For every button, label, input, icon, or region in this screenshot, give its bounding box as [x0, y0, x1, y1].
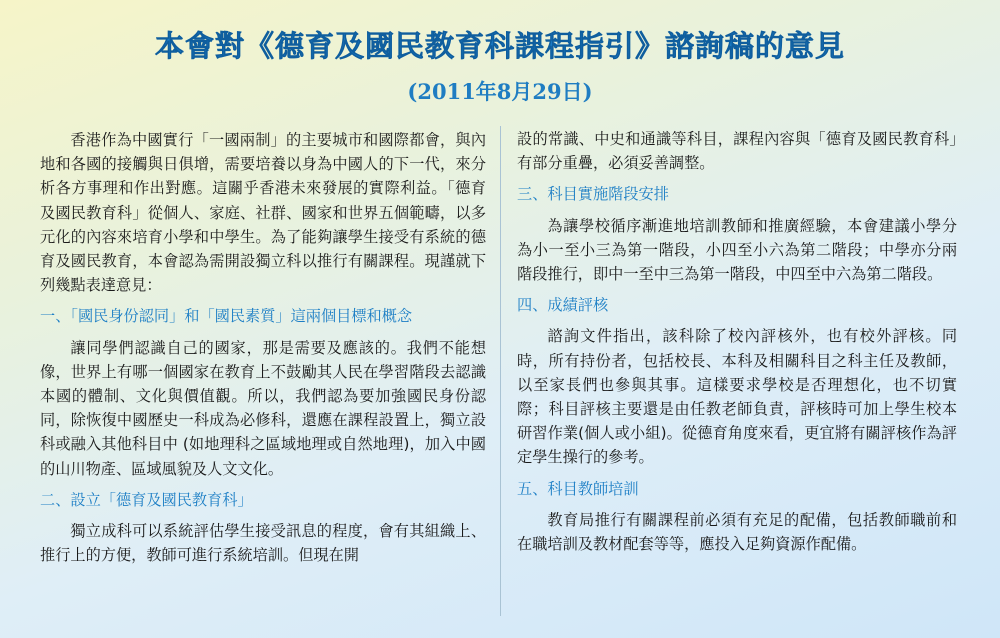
section-5-paragraph: 教育局推行有關課程前必須有充足的配備，包括教師職前和在職培訓及教材配套等等，應投入足夠資源作配備。 [517, 510, 957, 554]
section-heading-5: 五、科目教師培訓 [517, 479, 639, 498]
right-column [517, 127, 957, 556]
section-heading-2: 二、設立「德育及國民教育科」 [40, 490, 253, 509]
section-1-paragraph: 讓同學們認識自己的國家，那是需要及應該的。我們不能想像，世界上有哪一個國家在教育上不鼓勵其人民在學習階段去認識本國的體制、文化與價值觀。所以，我們認為要加強國民身份認同，除恢復中國歷史一科成為必修科，還應在課程設置上，獨立設科或融入其他科目中 (如地理科之區域地理或自然地理)，加入中國的山川物產、區域風貌及人文文化。 [40, 338, 486, 478]
section-2-paragraph-continued: 設的常識、中史和通識等科目，課程內容與「德育及國民教育科」有部分重疊，必須妥善調整。 [517, 130, 957, 173]
section-heading-3: 三、科目實施階段安排 [517, 185, 669, 204]
section-3-paragraph: 為讓學校循序漸進地培訓教師和推廣經驗，本會建議小學分為小一至小三為第一階段，小四至小六為第二階段；中學亦分兩階段推行，即中一至中三為第一階段，中四至中六為第二階段。 [517, 216, 957, 284]
section-4-paragraph: 諮詢文件指出，該科除了校內評核外，也有校外評核。同時，所有持份者，包括校長、本科及相關科目之科主任及教師，以至家長們也參與其事。這樣要求學校是否理想化，也不切實際；科目評核主要還是由任教老師負責，評核時可加上學生校本研習作業(個人或小組)。從德育角度來看，更宜將有關評核作為評定學生操行的參考。 [517, 327, 957, 467]
left-column [40, 128, 486, 567]
column-divider [500, 126, 501, 616]
section-heading-1: 一、「國民身份認同」和「國民素質」這兩個目標和概念 [40, 307, 413, 326]
section-heading-4: 四、成績評核 [517, 296, 609, 315]
document-date: (2011年8月29日) [407, 79, 593, 104]
page-title: 本會對《德育及國民教育科課程指引》諮詢稿的意見 [154, 29, 845, 63]
intro-paragraph: 香港作為中國實行「一國兩制」的主要城市和國際都會，與內地和各國的接觸與日俱增，需要培養以身為中國人的下一代，來分析各方事理和作出對應。這關乎香港未來發展的實際利益。「德育及國民教育科」從個人、家庭、社群、國家和世界五個範疇，以多元化的內容來培育小學和中學生。為了能夠讓學生接受有系統的德育及國民教育，本會認為需開設獨立科以推行有關課程。現謹就下列幾點表達意見： [40, 131, 486, 295]
section-2-paragraph: 獨立成科可以系統評估學生接受訊息的程度，會有其組織上、推行上的方便，教師可進行系統培訓。但現在開 [40, 522, 486, 565]
